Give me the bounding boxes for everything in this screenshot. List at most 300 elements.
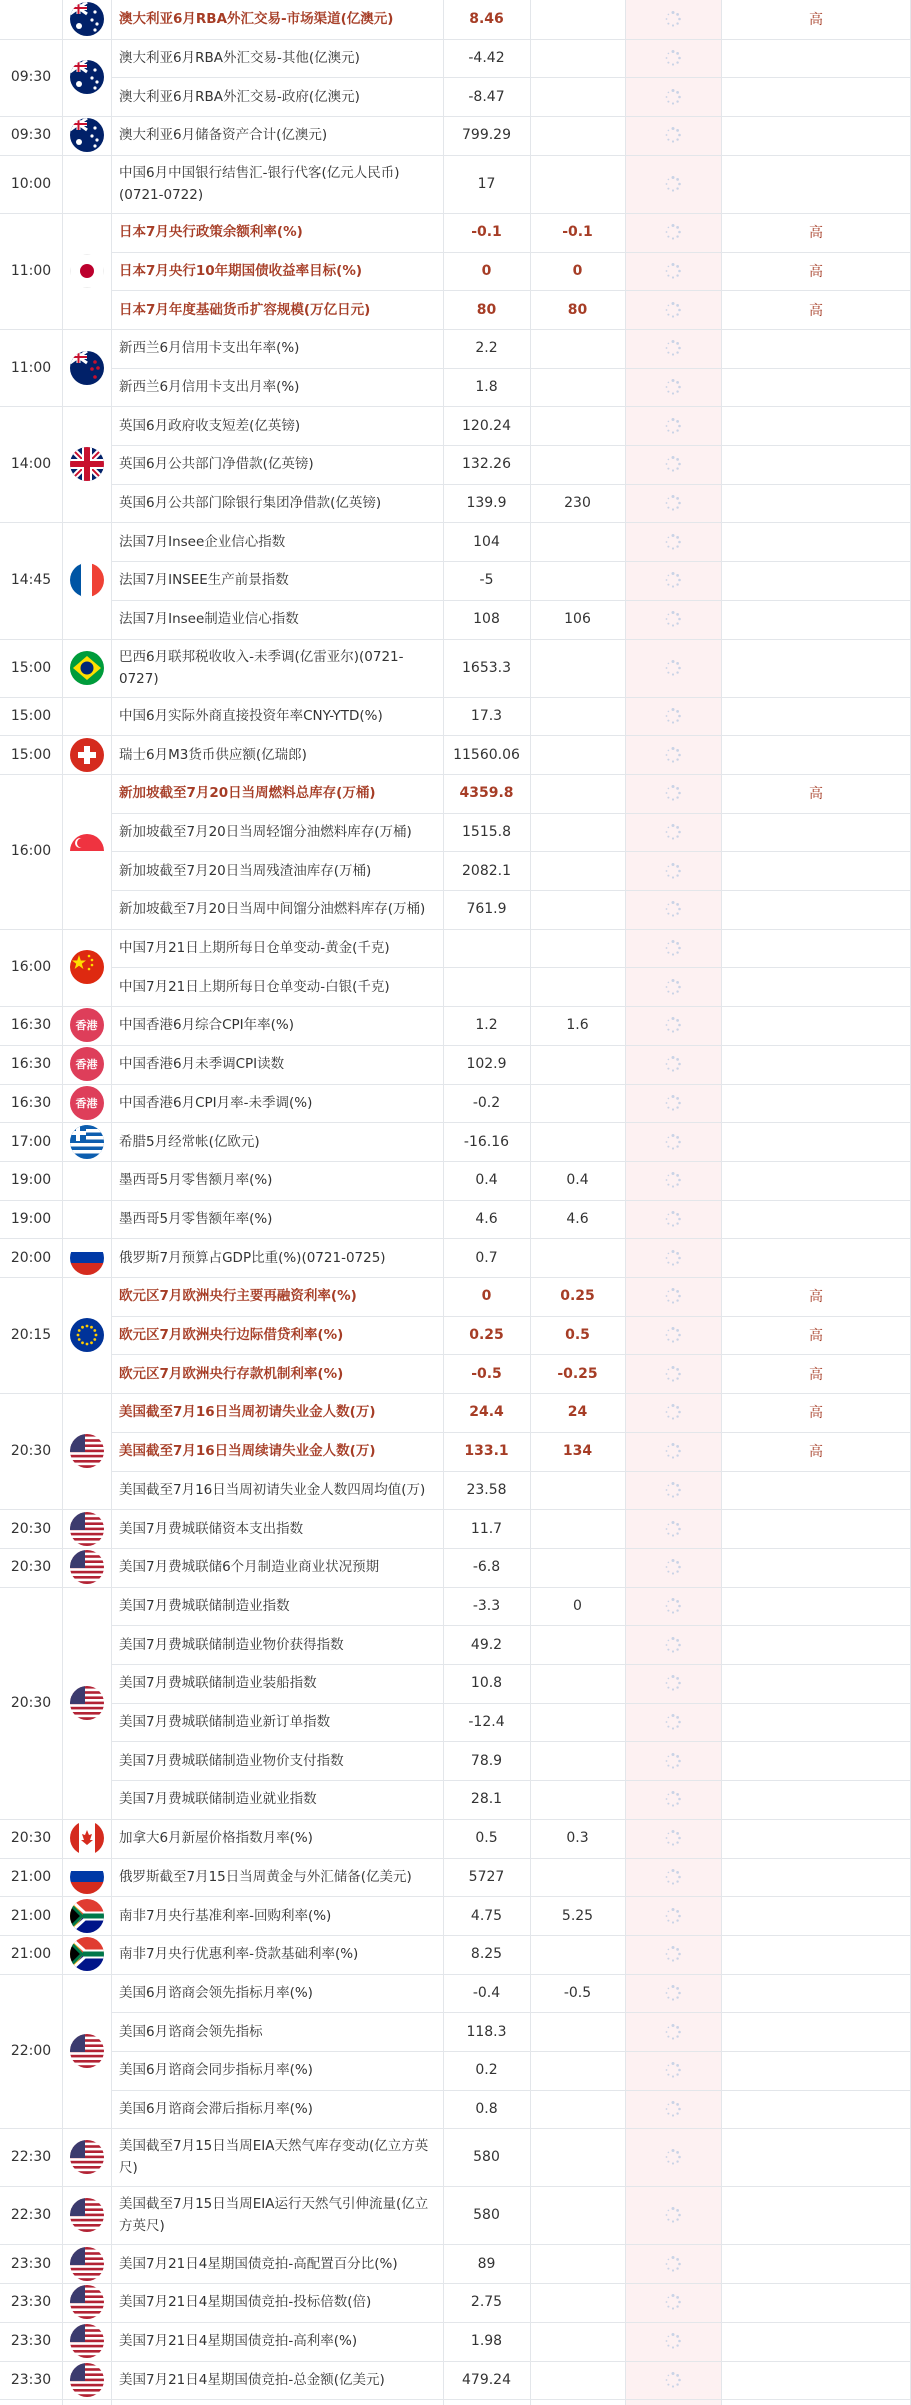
actual-value: 4359.8 [459, 785, 514, 802]
importance-level [721, 1084, 911, 1123]
forecast-value: 0.3 [566, 1830, 589, 1847]
importance-level: 高 [809, 786, 823, 803]
previous-value [625, 1625, 721, 1664]
loading-spinner-icon [664, 88, 682, 106]
row-divider [0, 2399, 911, 2400]
loading-spinner-icon [664, 571, 682, 589]
event-name[interactable]: 美国7月21日4星期国债竞拍-总金额(亿美元) [119, 2371, 385, 2388]
forecast-value [530, 967, 625, 1006]
loading-spinner-icon [664, 1326, 682, 1344]
forecast-value [530, 561, 625, 600]
event-name[interactable]: 美国7月费城联储制造业装船指数 [119, 1675, 317, 1692]
forecast-value [530, 2244, 625, 2283]
event-name[interactable]: 美国6月谘商会同步指标月率(%) [119, 2062, 313, 2079]
event-name[interactable]: 俄罗斯截至7月15日当周黄金与外汇储备(亿美元) [119, 1868, 412, 1885]
event-name[interactable]: 俄罗斯7月预算占GDP比重(%)(0721-0725) [119, 1249, 386, 1266]
actual-value: 2.2 [475, 340, 498, 357]
actual-value: 8.46 [469, 11, 504, 28]
previous-value [625, 639, 721, 697]
country-flag-cell [62, 1509, 111, 1548]
event-time: 20:30 [10, 1830, 52, 1847]
actual-value: 102.9 [466, 1056, 507, 1073]
event-name[interactable]: 美国7月费城联储制造业物价获得指数 [119, 1636, 344, 1653]
event-time: 16:30 [10, 1017, 52, 1034]
forecast-value: -0.5 [563, 1984, 592, 2001]
previous-value [625, 735, 721, 774]
previous-value [625, 1819, 721, 1858]
country-flag-cell [62, 116, 111, 155]
country-flag-cell [62, 2283, 111, 2322]
event-name[interactable]: 希腊5月经常帐(亿欧元) [119, 1133, 260, 1150]
event-name[interactable]: 新加坡截至7月20日当周轻馏分油燃料库存(万桶) [119, 823, 412, 840]
row-divider [111, 600, 911, 601]
event-name[interactable]: 中国7月21日上期所每日仓单变动-白银(千克) [119, 978, 390, 995]
event-time: 22:30 [10, 2149, 52, 2166]
singapore-flag-icon [70, 834, 104, 868]
actual-value: 0 [481, 1288, 492, 1305]
event-time: 21:00 [10, 1907, 52, 1924]
event-name[interactable]: 中国香港6月未季调CPI读数 [119, 1056, 285, 1073]
event-name[interactable]: 澳大利亚6月RBA外汇交易-其他(亿澳元) [119, 50, 360, 67]
importance-level [721, 77, 911, 116]
japan-flag-icon [70, 254, 104, 288]
importance-level: 高 [809, 225, 823, 242]
importance-level: 高 [809, 1405, 823, 1422]
event-name[interactable]: 加拿大6月新屋价格指数月率(%) [119, 1830, 313, 1847]
event-name[interactable]: 美国截至7月16日当周初请失业金人数四周均值(万) [119, 1481, 426, 1498]
actual-value: 104 [473, 533, 500, 550]
actual-value: -0.4 [472, 1984, 501, 2001]
previous-value [625, 368, 721, 407]
importance-level [721, 1741, 911, 1780]
previous-value [625, 1471, 721, 1510]
event-name[interactable]: 美国截至7月15日当周EIA运行天然气引伸流量(亿立方英尺) [119, 2196, 429, 2235]
previous-value [625, 2051, 721, 2090]
loading-spinner-icon [664, 2371, 682, 2389]
actual-value: 17 [477, 175, 496, 192]
actual-value: 1515.8 [462, 823, 511, 840]
actual-value: 11.7 [470, 1520, 503, 1537]
importance-level [721, 484, 911, 523]
loading-spinner-icon [664, 378, 682, 396]
forecast-value [530, 1548, 625, 1587]
us-flag-icon [70, 1550, 104, 1584]
previous-value [625, 561, 721, 600]
actual-value: 0.4 [475, 1172, 498, 1189]
loading-spinner-icon [664, 2100, 682, 2118]
event-time: 09:30 [10, 127, 52, 144]
event-name[interactable]: 美国7月费城联储资本支出指数 [119, 1520, 304, 1537]
event-time: 20:00 [10, 1249, 52, 1266]
forecast-value [530, 1935, 625, 1974]
loading-spinner-icon [664, 1171, 682, 1189]
forecast-value [530, 2128, 625, 2186]
previous-value [625, 967, 721, 1006]
actual-value: 1.8 [475, 378, 498, 395]
loading-spinner-icon [664, 2061, 682, 2079]
us-flag-icon [70, 2324, 104, 2358]
event-name[interactable]: 新西兰6月信用卡支出月率(%) [119, 378, 300, 395]
importance-level [721, 851, 911, 890]
forecast-value [530, 155, 625, 213]
forecast-value: 0.4 [566, 1172, 589, 1189]
row-divider [111, 561, 911, 562]
loading-spinner-icon [664, 823, 682, 841]
actual-value: 2082.1 [462, 862, 511, 879]
event-name[interactable]: 中国香港6月综合CPI年率(%) [119, 1017, 294, 1034]
previous-value [625, 813, 721, 852]
actual-value: 580 [473, 2149, 500, 2166]
previous-value [625, 1896, 721, 1935]
forecast-value [530, 39, 625, 78]
event-name[interactable]: 日本7月年度基础货币扩容规模(万亿日元) [119, 301, 371, 318]
event-time: 21:00 [10, 1868, 52, 1885]
event-name[interactable]: 美国7月费城联储6个月制造业商业状况预期 [119, 1559, 380, 1576]
loading-spinner-icon [664, 1674, 682, 1692]
event-name[interactable]: 法国7月INSEE生产前景指数 [119, 572, 289, 589]
forecast-value [530, 2322, 625, 2361]
country-flag-cell [62, 1935, 111, 1974]
previous-value [625, 1858, 721, 1897]
actual-value: -16.16 [463, 1133, 510, 1150]
forecast-value [530, 1858, 625, 1897]
event-name[interactable]: 美国7月21日4星期国债竞拍-投标倍数(倍) [119, 2294, 372, 2311]
loading-spinner-icon [664, 1945, 682, 1963]
event-name[interactable]: 澳大利亚6月储备资产合计(亿澳元) [119, 127, 328, 144]
actual-value: -8.47 [468, 88, 505, 105]
forecast-value: 0.5 [565, 1327, 590, 1344]
actual-value: 23.58 [466, 1481, 507, 1498]
importance-level [721, 116, 911, 155]
row-divider [111, 851, 911, 852]
event-name[interactable]: 墨西哥5月零售额年率(%) [119, 1210, 273, 1227]
event-name[interactable]: 新西兰6月信用卡支出年率(%) [119, 340, 300, 357]
importance-level [721, 600, 911, 639]
event-name[interactable]: 法国7月Insee制造业信心指数 [119, 611, 299, 628]
us-flag-icon [70, 2198, 104, 2232]
actual-value: 1.98 [470, 2333, 503, 2350]
importance-level [721, 1509, 911, 1548]
forecast-value [530, 1084, 625, 1123]
previous-value [625, 1122, 721, 1161]
event-name[interactable]: 澳大利亚6月RBA外汇交易-市场渠道(亿澳元) [119, 11, 394, 28]
loading-spinner-icon [664, 417, 682, 435]
eu-flag-icon [70, 1318, 104, 1352]
event-name[interactable]: 英国6月公共部门除银行集团净借款(亿英镑) [119, 495, 382, 512]
loading-spinner-icon [664, 1094, 682, 1112]
event-name[interactable]: 美国7月费城联储制造业指数 [119, 1597, 290, 1614]
us-flag-icon [70, 1434, 104, 1468]
event-name[interactable]: 英国6月公共部门净借款(亿英镑) [119, 456, 314, 473]
previous-value [625, 890, 721, 929]
actual-value: 28.1 [470, 1791, 503, 1808]
forecast-value [530, 1741, 625, 1780]
column-divider [111, 0, 112, 2405]
forecast-value [530, 1509, 625, 1548]
greece-flag-icon [70, 1125, 104, 1159]
country-flag-cell [62, 1548, 111, 1587]
forecast-value: -0.1 [562, 224, 593, 241]
actual-value: 120.24 [462, 417, 511, 434]
row-divider [111, 890, 911, 891]
event-time: 09:30 [10, 69, 52, 86]
event-name[interactable]: 英国6月政府收支短差(亿英镑) [119, 417, 301, 434]
previous-value [625, 2283, 721, 2322]
country-flag-cell [62, 1238, 111, 1277]
importance-level: 高 [809, 263, 823, 280]
importance-level [721, 1780, 911, 1819]
event-name[interactable]: 新加坡截至7月20日当周残渣油库存(万桶) [119, 862, 372, 879]
actual-value: -0.2 [472, 1094, 501, 1111]
country-flag-cell [62, 639, 111, 697]
previous-value [625, 1393, 721, 1432]
actual-value: 139.9 [466, 495, 507, 512]
country-flag-cell [62, 2322, 111, 2361]
event-name[interactable]: 美国6月谘商会滞后指标月率(%) [119, 2101, 313, 2118]
loading-spinner-icon [664, 1597, 682, 1615]
event-name[interactable]: 南非7月央行基准利率-回购利率(%) [119, 1907, 332, 1924]
previous-value [625, 697, 721, 736]
forecast-value [530, 735, 625, 774]
importance-level [721, 155, 911, 213]
event-name[interactable]: 美国7月21日4星期国债竞拍-高利率(%) [119, 2333, 358, 2350]
new-zealand-flag-icon [70, 351, 104, 385]
importance-level [721, 1238, 911, 1277]
importance-level [721, 813, 911, 852]
event-time: 22:30 [10, 2207, 52, 2224]
previous-value [625, 1200, 721, 1239]
event-time: 23:30 [10, 2255, 52, 2272]
event-time: 11:00 [10, 262, 52, 279]
event-name[interactable]: 欧元区7月欧洲央行边际借贷利率(%) [119, 1327, 344, 1344]
country-flag-cell [62, 1896, 111, 1935]
previous-value [625, 2361, 721, 2400]
event-time: 22:00 [10, 2042, 52, 2059]
row-divider [111, 1741, 911, 1742]
event-name[interactable]: 巴西6月联邦税收收入-未季调(亿雷亚尔)(0721-0727) [119, 648, 404, 687]
forecast-value [530, 929, 625, 968]
importance-level [721, 561, 911, 600]
event-name[interactable]: 澳大利亚6月RBA外汇交易-政府(亿澳元) [119, 88, 360, 105]
actual-value: 8.25 [470, 1946, 503, 1963]
us-flag-icon [70, 2034, 104, 2068]
previous-value [625, 600, 721, 639]
loading-spinner-icon [664, 1752, 682, 1770]
event-name[interactable]: 中国6月中国银行结售汇-银行代客(亿元人民币)(0721-0722) [119, 164, 400, 203]
event-name[interactable]: 墨西哥5月零售额月率(%) [119, 1172, 273, 1189]
event-name[interactable]: 美国7月费城联储制造业物价支付指数 [119, 1752, 344, 1769]
importance-level: 高 [809, 1289, 823, 1306]
importance-level [721, 1896, 911, 1935]
previous-value [625, 1509, 721, 1548]
event-name[interactable]: 南非7月央行优惠利率-贷款基础利率(%) [119, 1946, 359, 1963]
loading-spinner-icon [664, 1713, 682, 1731]
event-name[interactable]: 美国7月21日4星期国债竞拍-高配置百分比(%) [119, 2255, 398, 2272]
importance-level: 高 [809, 302, 823, 319]
importance-level [721, 445, 911, 484]
event-name[interactable]: 美国6月谘商会领先指标 [119, 2023, 263, 2040]
previous-value [625, 1935, 721, 1974]
importance-level [721, 1006, 911, 1045]
event-name[interactable]: 新加坡截至7月20日当周燃料总库存(万桶) [119, 785, 376, 802]
event-name[interactable]: 中国香港6月CPI月率-未季调(%) [119, 1094, 313, 1111]
country-flag-cell [62, 697, 111, 736]
loading-spinner-icon [664, 301, 682, 319]
previous-value [625, 1161, 721, 1200]
event-name[interactable]: 日本7月央行政策余额利率(%) [119, 224, 303, 241]
event-time: 15:00 [10, 707, 52, 724]
previous-value [625, 1974, 721, 2013]
event-name[interactable]: 美国截至7月16日当周初请失业金人数(万) [119, 1404, 376, 1421]
forecast-value [530, 1238, 625, 1277]
event-name[interactable]: 日本7月央行10年期国债收益率目标(%) [119, 262, 363, 279]
forecast-value [530, 2012, 625, 2051]
us-flag-icon [70, 1512, 104, 1546]
event-name[interactable]: 美国6月谘商会领先指标月率(%) [119, 1984, 313, 2001]
actual-value: -12.4 [468, 1714, 505, 1731]
loading-spinner-icon [664, 610, 682, 628]
country-flag-cell [62, 1393, 111, 1509]
actual-value: -5 [479, 572, 494, 589]
event-name[interactable]: 欧元区7月欧洲央行主要再融资利率(%) [119, 1288, 357, 1305]
us-flag-icon [70, 2363, 104, 2397]
row-divider [111, 2090, 911, 2091]
forecast-value [530, 851, 625, 890]
forecast-value [530, 116, 625, 155]
previous-value [625, 2322, 721, 2361]
previous-value [625, 1277, 721, 1316]
event-name[interactable]: 美国截至7月15日当周EIA天然气库存变动(亿立方英尺) [119, 2138, 429, 2177]
loading-spinner-icon [664, 1403, 682, 1421]
forecast-value: 0 [572, 262, 583, 279]
actual-value: 580 [473, 2207, 500, 2224]
loading-spinner-icon [664, 223, 682, 241]
forecast-value: 1.6 [566, 1017, 589, 1034]
forecast-value: 0.25 [560, 1288, 595, 1305]
previous-value [625, 1780, 721, 1819]
country-flag-cell [62, 1161, 111, 1200]
importance-level [721, 406, 911, 445]
event-name[interactable]: 美国7月费城联储制造业就业指数 [119, 1791, 317, 1808]
importance-level [721, 1858, 911, 1897]
forecast-value: 230 [564, 495, 591, 512]
column-divider [530, 0, 531, 2405]
forecast-value [530, 890, 625, 929]
importance-level [721, 2244, 911, 2283]
actual-value: 4.75 [470, 1907, 503, 1924]
column-divider [625, 0, 626, 2405]
event-name[interactable]: 中国7月21日上期所每日仓单变动-黄金(千克) [119, 940, 390, 957]
loading-spinner-icon [664, 1868, 682, 1886]
event-time: 23:30 [10, 2333, 52, 2350]
previous-value [625, 1238, 721, 1277]
event-time: 11:00 [10, 359, 52, 376]
loading-spinner-icon [664, 126, 682, 144]
hongkong-flag-icon: 香港 [70, 1047, 104, 1081]
event-name[interactable]: 中国6月实际外商直接投资年率CNY-YTD(%) [119, 707, 383, 724]
previous-value [625, 2012, 721, 2051]
country-flag-cell [62, 774, 111, 929]
event-time: 20:15 [10, 1327, 52, 1344]
forecast-value [530, 2090, 625, 2129]
importance-level: 高 [809, 1328, 823, 1345]
forecast-value [530, 639, 625, 697]
forecast-value [530, 406, 625, 445]
actual-value: 11560.06 [453, 746, 520, 763]
australia-flag-icon [70, 60, 104, 94]
event-name[interactable]: 新加坡截至7月20日当周中间馏分油燃料库存(万桶) [119, 901, 426, 918]
forecast-value [530, 1703, 625, 1742]
event-name[interactable]: 瑞士6月M3货币供应额(亿瑞郎) [119, 746, 307, 763]
previous-value [625, 774, 721, 813]
country-flag-cell [62, 0, 111, 39]
actual-value: 0.2 [475, 2062, 498, 2079]
us-flag-icon [70, 2247, 104, 2281]
forecast-value [530, 2051, 625, 2090]
actual-value: 108 [473, 611, 500, 628]
importance-level [721, 890, 911, 929]
loading-spinner-icon [664, 533, 682, 551]
loading-spinner-icon [664, 455, 682, 473]
actual-value: 2.75 [470, 2294, 503, 2311]
actual-value: 4.6 [475, 1210, 498, 1227]
country-flag-cell [62, 1200, 111, 1239]
australia-flag-icon [70, 118, 104, 152]
event-time: 16:30 [10, 1056, 52, 1073]
actual-value: -0.5 [471, 1365, 502, 1382]
canada-flag-icon [70, 1821, 104, 1855]
loading-spinner-icon [664, 49, 682, 67]
forecast-value [530, 2361, 625, 2400]
importance-level [721, 1548, 911, 1587]
event-time: 10:00 [10, 175, 52, 192]
previous-value [625, 0, 721, 39]
loading-spinner-icon [664, 1287, 682, 1305]
event-time: 23:30 [10, 2371, 52, 2388]
previous-value [625, 39, 721, 78]
event-name[interactable]: 美国截至7月16日当周续请失业金人数(万) [119, 1443, 376, 1460]
loading-spinner-icon [664, 862, 682, 880]
actual-value: 479.24 [462, 2371, 511, 2388]
country-flag-cell [62, 1974, 111, 2129]
row-divider [111, 1316, 911, 1317]
importance-level [721, 329, 911, 368]
event-time [0, 0, 62, 39]
row-divider [111, 967, 911, 968]
previous-value [625, 851, 721, 890]
event-name[interactable]: 美国7月费城联储制造业新订单指数 [119, 1714, 331, 1731]
event-name[interactable]: 法国7月Insee企业信心指数 [119, 533, 286, 550]
event-time: 20:30 [10, 1443, 52, 1460]
switzerland-flag-icon [70, 738, 104, 772]
forecast-value [530, 368, 625, 407]
importance-level [721, 522, 911, 561]
row-divider [111, 445, 911, 446]
row-divider [111, 1664, 911, 1665]
forecast-value [530, 1780, 625, 1819]
france-flag-icon [70, 563, 104, 597]
country-flag-cell [62, 2361, 111, 2400]
loading-spinner-icon [664, 1984, 682, 2002]
column-divider [62, 0, 63, 2405]
importance-level [721, 2051, 911, 2090]
previous-value [625, 2186, 721, 2244]
brazil-flag-icon [70, 651, 104, 685]
row-divider [111, 1703, 911, 1704]
australia-flag-icon [70, 2, 104, 36]
event-name[interactable]: 欧元区7月欧洲央行存款机制利率(%) [119, 1365, 344, 1382]
importance-level [721, 1587, 911, 1626]
